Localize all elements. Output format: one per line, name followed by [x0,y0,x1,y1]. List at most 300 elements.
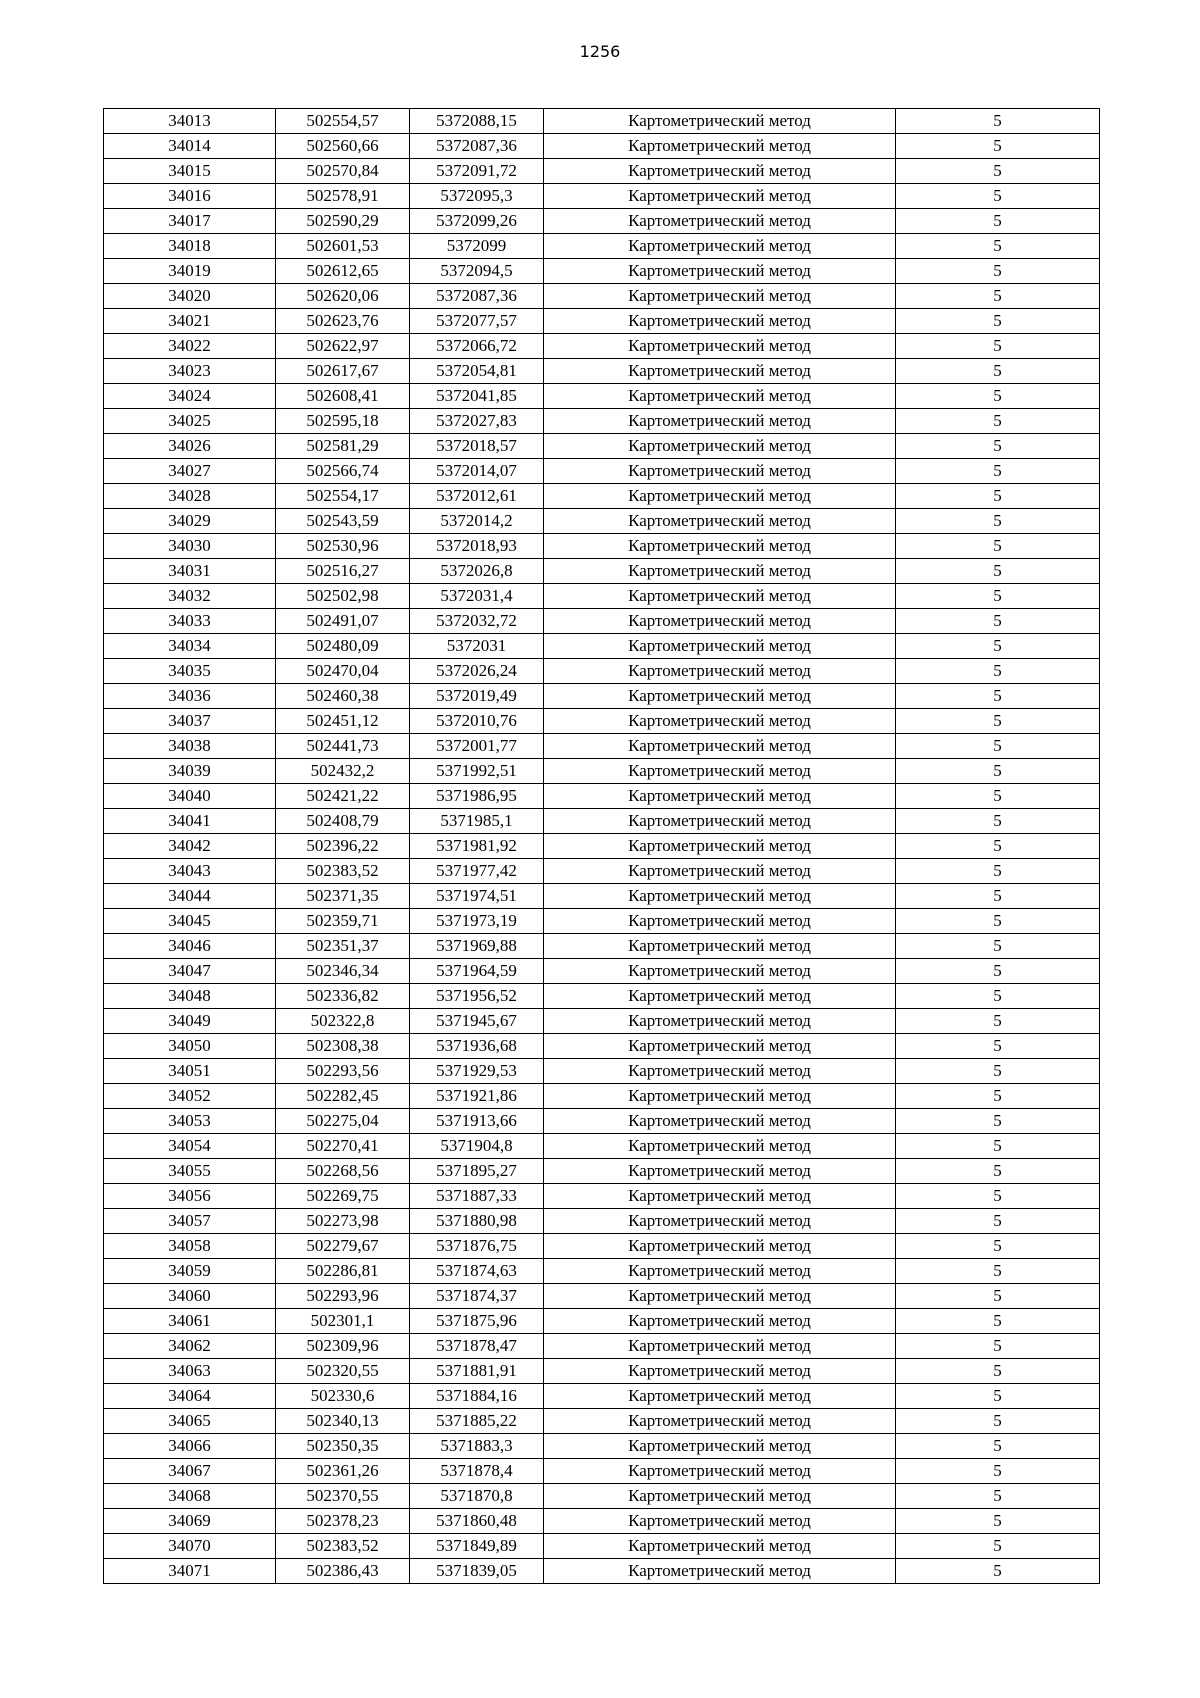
point-number-cell: 34053 [104,1109,276,1134]
method-cell: Картометрический метод [544,409,896,434]
accuracy-cell: 5 [896,759,1100,784]
x-coordinate-cell: 502309,96 [276,1334,410,1359]
table-row [104,1009,1100,1034]
point-number-cell: 34038 [104,734,276,759]
point-number-cell: 34024 [104,384,276,409]
x-coordinate-cell: 502530,96 [276,534,410,559]
x-coordinate-cell: 502608,41 [276,384,410,409]
table-row [104,134,1100,159]
point-number-cell: 34046 [104,934,276,959]
point-number-cell: 34028 [104,484,276,509]
method-cell: Картометрический метод [544,984,896,1009]
y-coordinate-cell: 5371870,8 [410,1484,544,1509]
table-row [104,659,1100,684]
x-coordinate-cell: 502451,12 [276,709,410,734]
method-cell: Картометрический метод [544,759,896,784]
point-number-cell: 34026 [104,434,276,459]
table-row [104,559,1100,584]
x-coordinate-cell: 502308,38 [276,1034,410,1059]
method-cell: Картометрический метод [544,684,896,709]
y-coordinate-cell: 5372094,5 [410,259,544,284]
method-cell: Картометрический метод [544,1384,896,1409]
point-number-cell: 34064 [104,1384,276,1409]
method-cell: Картометрический метод [544,1309,896,1334]
y-coordinate-cell: 5371839,05 [410,1559,544,1584]
accuracy-cell: 5 [896,334,1100,359]
method-cell: Картометрический метод [544,1434,896,1459]
point-number-cell: 34048 [104,984,276,1009]
y-coordinate-cell: 5372077,57 [410,309,544,334]
point-number-cell: 34032 [104,584,276,609]
y-coordinate-cell: 5371875,96 [410,1309,544,1334]
accuracy-cell: 5 [896,1409,1100,1434]
table-row [104,1234,1100,1259]
point-number-cell: 34037 [104,709,276,734]
point-number-cell: 34018 [104,234,276,259]
method-cell: Картометрический метод [544,809,896,834]
accuracy-cell: 5 [896,834,1100,859]
accuracy-cell: 5 [896,959,1100,984]
accuracy-cell: 5 [896,1134,1100,1159]
table-row [104,334,1100,359]
point-number-cell: 34023 [104,359,276,384]
x-coordinate-cell: 502408,79 [276,809,410,834]
y-coordinate-cell: 5371885,22 [410,1409,544,1434]
method-cell: Картометрический метод [544,584,896,609]
y-coordinate-cell: 5371883,3 [410,1434,544,1459]
y-coordinate-cell: 5371849,89 [410,1534,544,1559]
x-coordinate-cell: 502396,22 [276,834,410,859]
accuracy-cell: 5 [896,1484,1100,1509]
table-row [104,109,1100,134]
point-number-cell: 34051 [104,1059,276,1084]
y-coordinate-cell: 5372031,4 [410,584,544,609]
y-coordinate-cell: 5371878,4 [410,1459,544,1484]
point-number-cell: 34031 [104,559,276,584]
x-coordinate-cell: 502279,67 [276,1234,410,1259]
x-coordinate-cell: 502286,81 [276,1259,410,1284]
table-row [104,159,1100,184]
table-row [104,1084,1100,1109]
method-cell: Картометрический метод [544,1534,896,1559]
x-coordinate-cell: 502502,98 [276,584,410,609]
y-coordinate-cell: 5371964,59 [410,959,544,984]
accuracy-cell: 5 [896,134,1100,159]
x-coordinate-cell: 502320,55 [276,1359,410,1384]
accuracy-cell: 5 [896,1309,1100,1334]
y-coordinate-cell: 5372054,81 [410,359,544,384]
table-row [104,684,1100,709]
accuracy-cell: 5 [896,809,1100,834]
y-coordinate-cell: 5372012,61 [410,484,544,509]
x-coordinate-cell: 502273,98 [276,1209,410,1234]
point-number-cell: 34054 [104,1134,276,1159]
y-coordinate-cell: 5372032,72 [410,609,544,634]
accuracy-cell: 5 [896,359,1100,384]
method-cell: Картометрический метод [544,934,896,959]
method-cell: Картометрический метод [544,1559,896,1584]
table-row [104,734,1100,759]
accuracy-cell: 5 [896,1209,1100,1234]
coordinates-table-body [104,109,1100,1584]
method-cell: Картометрический метод [544,959,896,984]
method-cell: Картометрический метод [544,709,896,734]
point-number-cell: 34039 [104,759,276,784]
x-coordinate-cell: 502301,1 [276,1309,410,1334]
point-number-cell: 34057 [104,1209,276,1234]
point-number-cell: 34056 [104,1184,276,1209]
page-number: 1256 [579,42,621,61]
accuracy-cell: 5 [896,984,1100,1009]
y-coordinate-cell: 5371986,95 [410,784,544,809]
y-coordinate-cell: 5372099,26 [410,209,544,234]
accuracy-cell: 5 [896,284,1100,309]
x-coordinate-cell: 502516,27 [276,559,410,584]
point-number-cell: 34025 [104,409,276,434]
point-number-cell: 34034 [104,634,276,659]
point-number-cell: 34017 [104,209,276,234]
point-number-cell: 34013 [104,109,276,134]
x-coordinate-cell: 502432,2 [276,759,410,784]
point-number-cell: 34045 [104,909,276,934]
method-cell: Картометрический метод [544,509,896,534]
y-coordinate-cell: 5371985,1 [410,809,544,834]
table-row [104,1359,1100,1384]
method-cell: Картометрический метод [544,1184,896,1209]
table-row [104,859,1100,884]
y-coordinate-cell: 5371887,33 [410,1184,544,1209]
accuracy-cell: 5 [896,1534,1100,1559]
accuracy-cell: 5 [896,609,1100,634]
y-coordinate-cell: 5371992,51 [410,759,544,784]
point-number-cell: 34070 [104,1534,276,1559]
table-row [104,1059,1100,1084]
method-cell: Картометрический метод [544,1459,896,1484]
method-cell: Картометрический метод [544,209,896,234]
method-cell: Картометрический метод [544,909,896,934]
x-coordinate-cell: 502351,37 [276,934,410,959]
y-coordinate-cell: 5372041,85 [410,384,544,409]
x-coordinate-cell: 502359,71 [276,909,410,934]
table-row [104,484,1100,509]
y-coordinate-cell: 5371936,68 [410,1034,544,1059]
x-coordinate-cell: 502590,29 [276,209,410,234]
accuracy-cell: 5 [896,259,1100,284]
method-cell: Картометрический метод [544,1409,896,1434]
y-coordinate-cell: 5371981,92 [410,834,544,859]
accuracy-cell: 5 [896,1459,1100,1484]
x-coordinate-cell: 502460,38 [276,684,410,709]
accuracy-cell: 5 [896,1234,1100,1259]
point-number-cell: 34049 [104,1009,276,1034]
point-number-cell: 34036 [104,684,276,709]
accuracy-cell: 5 [896,459,1100,484]
accuracy-cell: 5 [896,684,1100,709]
method-cell: Картометрический метод [544,734,896,759]
table-row [104,209,1100,234]
y-coordinate-cell: 5372066,72 [410,334,544,359]
accuracy-cell: 5 [896,234,1100,259]
table-row [104,584,1100,609]
x-coordinate-cell: 502623,76 [276,309,410,334]
table-row [104,1334,1100,1359]
table-row [104,784,1100,809]
point-number-cell: 34021 [104,309,276,334]
point-number-cell: 34059 [104,1259,276,1284]
table-row [104,434,1100,459]
x-coordinate-cell: 502268,56 [276,1159,410,1184]
table-row [104,1134,1100,1159]
accuracy-cell: 5 [896,1109,1100,1134]
y-coordinate-cell: 5372087,36 [410,284,544,309]
accuracy-cell: 5 [896,1334,1100,1359]
y-coordinate-cell: 5371977,42 [410,859,544,884]
x-coordinate-cell: 502581,29 [276,434,410,459]
table-row [104,959,1100,984]
x-coordinate-cell: 502601,53 [276,234,410,259]
accuracy-cell: 5 [896,309,1100,334]
table-row [104,284,1100,309]
point-number-cell: 34014 [104,134,276,159]
table-row [104,1259,1100,1284]
method-cell: Картометрический метод [544,184,896,209]
accuracy-cell: 5 [896,1559,1100,1584]
y-coordinate-cell: 5371956,52 [410,984,544,1009]
x-coordinate-cell: 502371,35 [276,884,410,909]
table-row [104,1434,1100,1459]
method-cell: Картометрический метод [544,1234,896,1259]
table-row [104,459,1100,484]
point-number-cell: 34030 [104,534,276,559]
point-number-cell: 34042 [104,834,276,859]
accuracy-cell: 5 [896,1259,1100,1284]
accuracy-cell: 5 [896,434,1100,459]
x-coordinate-cell: 502386,43 [276,1559,410,1584]
accuracy-cell: 5 [896,1084,1100,1109]
method-cell: Картометрический метод [544,1334,896,1359]
point-number-cell: 34047 [104,959,276,984]
point-number-cell: 34020 [104,284,276,309]
method-cell: Картометрический метод [544,259,896,284]
table-row [104,534,1100,559]
point-number-cell: 34015 [104,159,276,184]
coordinates-table [103,108,1100,1584]
accuracy-cell: 5 [896,734,1100,759]
accuracy-cell: 5 [896,584,1100,609]
point-number-cell: 34043 [104,859,276,884]
method-cell: Картометрический метод [544,334,896,359]
x-coordinate-cell: 502350,35 [276,1434,410,1459]
y-coordinate-cell: 5371974,51 [410,884,544,909]
x-coordinate-cell: 502566,74 [276,459,410,484]
method-cell: Картометрический метод [544,134,896,159]
x-coordinate-cell: 502421,22 [276,784,410,809]
point-number-cell: 34071 [104,1559,276,1584]
accuracy-cell: 5 [896,1184,1100,1209]
method-cell: Картометрический метод [544,234,896,259]
point-number-cell: 34044 [104,884,276,909]
y-coordinate-cell: 5372026,24 [410,659,544,684]
accuracy-cell: 5 [896,1059,1100,1084]
method-cell: Картометрический метод [544,1209,896,1234]
method-cell: Картометрический метод [544,434,896,459]
y-coordinate-cell: 5371860,48 [410,1509,544,1534]
y-coordinate-cell: 5372027,83 [410,409,544,434]
y-coordinate-cell: 5372001,77 [410,734,544,759]
x-coordinate-cell: 502322,8 [276,1009,410,1034]
y-coordinate-cell: 5371913,66 [410,1109,544,1134]
accuracy-cell: 5 [896,184,1100,209]
point-number-cell: 34067 [104,1459,276,1484]
y-coordinate-cell: 5372031 [410,634,544,659]
method-cell: Картометрический метод [544,559,896,584]
y-coordinate-cell: 5371945,67 [410,1009,544,1034]
table-row [104,234,1100,259]
x-coordinate-cell: 502293,96 [276,1284,410,1309]
point-number-cell: 34040 [104,784,276,809]
method-cell: Картометрический метод [544,1134,896,1159]
method-cell: Картометрический метод [544,384,896,409]
method-cell: Картометрический метод [544,459,896,484]
x-coordinate-cell: 502543,59 [276,509,410,534]
y-coordinate-cell: 5371973,19 [410,909,544,934]
method-cell: Картометрический метод [544,1484,896,1509]
method-cell: Картометрический метод [544,1059,896,1084]
y-coordinate-cell: 5372018,57 [410,434,544,459]
point-number-cell: 34052 [104,1084,276,1109]
point-number-cell: 34069 [104,1509,276,1534]
table-row [104,509,1100,534]
method-cell: Картометрический метод [544,1159,896,1184]
point-number-cell: 34060 [104,1284,276,1309]
method-cell: Картометрический метод [544,859,896,884]
x-coordinate-cell: 502370,55 [276,1484,410,1509]
y-coordinate-cell: 5371895,27 [410,1159,544,1184]
x-coordinate-cell: 502275,04 [276,1109,410,1134]
method-cell: Картометрический метод [544,1009,896,1034]
point-number-cell: 34063 [104,1359,276,1384]
table-row [104,259,1100,284]
table-row [104,884,1100,909]
x-coordinate-cell: 502330,6 [276,1384,410,1409]
x-coordinate-cell: 502554,57 [276,109,410,134]
point-number-cell: 34033 [104,609,276,634]
method-cell: Картометрический метод [544,1034,896,1059]
method-cell: Картометрический метод [544,784,896,809]
table-row [104,1409,1100,1434]
accuracy-cell: 5 [896,1359,1100,1384]
y-coordinate-cell: 5372099 [410,234,544,259]
point-number-cell: 34035 [104,659,276,684]
table-row [104,909,1100,934]
y-coordinate-cell: 5371881,91 [410,1359,544,1384]
point-number-cell: 34050 [104,1034,276,1059]
y-coordinate-cell: 5371876,75 [410,1234,544,1259]
table-row [104,759,1100,784]
method-cell: Картометрический метод [544,1359,896,1384]
y-coordinate-cell: 5371884,16 [410,1384,544,1409]
y-coordinate-cell: 5371969,88 [410,934,544,959]
y-coordinate-cell: 5371878,47 [410,1334,544,1359]
accuracy-cell: 5 [896,1384,1100,1409]
accuracy-cell: 5 [896,1009,1100,1034]
point-number-cell: 34058 [104,1234,276,1259]
x-coordinate-cell: 502270,41 [276,1134,410,1159]
y-coordinate-cell: 5371929,53 [410,1059,544,1084]
x-coordinate-cell: 502612,65 [276,259,410,284]
y-coordinate-cell: 5371874,37 [410,1284,544,1309]
x-coordinate-cell: 502293,56 [276,1059,410,1084]
method-cell: Картометрический метод [544,1284,896,1309]
y-coordinate-cell: 5372019,49 [410,684,544,709]
y-coordinate-cell: 5371904,8 [410,1134,544,1159]
method-cell: Картометрический метод [544,109,896,134]
accuracy-cell: 5 [896,484,1100,509]
accuracy-cell: 5 [896,1434,1100,1459]
table-row [104,1209,1100,1234]
accuracy-cell: 5 [896,784,1100,809]
method-cell: Картометрический метод [544,884,896,909]
point-number-cell: 34068 [104,1484,276,1509]
y-coordinate-cell: 5372091,72 [410,159,544,184]
x-coordinate-cell: 502269,75 [276,1184,410,1209]
point-number-cell: 34027 [104,459,276,484]
x-coordinate-cell: 502361,26 [276,1459,410,1484]
y-coordinate-cell: 5372014,07 [410,459,544,484]
x-coordinate-cell: 502470,04 [276,659,410,684]
method-cell: Картометрический метод [544,609,896,634]
y-coordinate-cell: 5372010,76 [410,709,544,734]
y-coordinate-cell: 5371880,98 [410,1209,544,1234]
accuracy-cell: 5 [896,859,1100,884]
accuracy-cell: 5 [896,209,1100,234]
table-row [104,1034,1100,1059]
accuracy-cell: 5 [896,409,1100,434]
method-cell: Картометрический метод [544,359,896,384]
x-coordinate-cell: 502620,06 [276,284,410,309]
table-row [104,609,1100,634]
table-row [104,1309,1100,1334]
accuracy-cell: 5 [896,1034,1100,1059]
method-cell: Картометрический метод [544,1509,896,1534]
accuracy-cell: 5 [896,559,1100,584]
table-row [104,834,1100,859]
accuracy-cell: 5 [896,909,1100,934]
method-cell: Картометрический метод [544,284,896,309]
table-row [104,1534,1100,1559]
point-number-cell: 34022 [104,334,276,359]
accuracy-cell: 5 [896,634,1100,659]
table-row [104,934,1100,959]
table-row [104,309,1100,334]
method-cell: Картометрический метод [544,659,896,684]
point-number-cell: 34055 [104,1159,276,1184]
accuracy-cell: 5 [896,1509,1100,1534]
method-cell: Картометрический метод [544,1259,896,1284]
x-coordinate-cell: 502480,09 [276,634,410,659]
accuracy-cell: 5 [896,159,1100,184]
table-row [104,1484,1100,1509]
x-coordinate-cell: 502383,52 [276,1534,410,1559]
table-row [104,984,1100,1009]
point-number-cell: 34029 [104,509,276,534]
table-row [104,1109,1100,1134]
x-coordinate-cell: 502282,45 [276,1084,410,1109]
table-row [104,1559,1100,1584]
accuracy-cell: 5 [896,659,1100,684]
method-cell: Картометрический метод [544,834,896,859]
method-cell: Картометрический метод [544,484,896,509]
